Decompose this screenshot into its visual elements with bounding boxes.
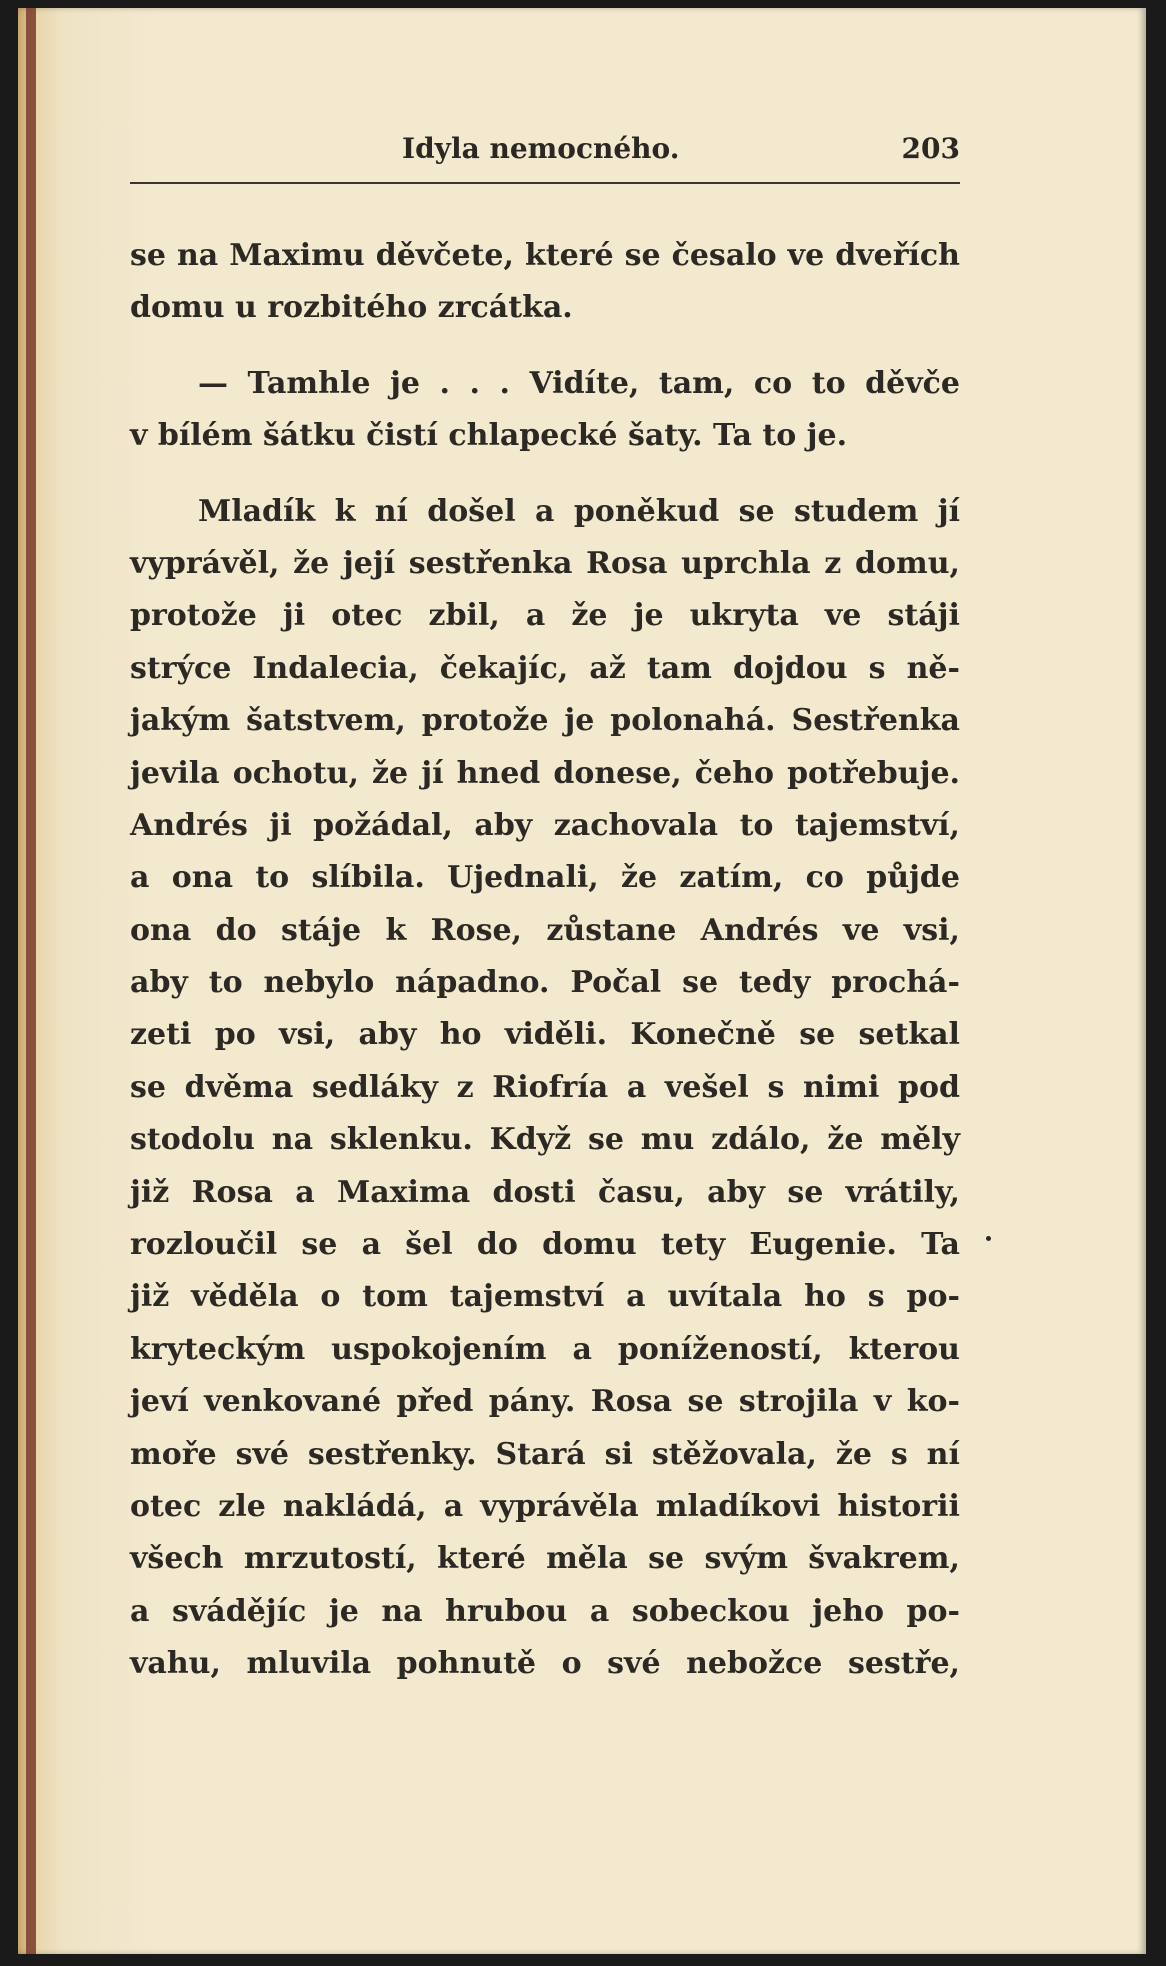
page-number: 203: [901, 132, 960, 165]
text-line: jakým šatstvem, protože je polonahá. Sestřenka: [130, 703, 960, 739]
page-edge-binding: [26, 8, 36, 1954]
text-line: ona do stáje k Rose, zůstane Andrés ve vsi,: [130, 912, 960, 948]
ink-speck: [986, 1236, 991, 1241]
text-line: — Tamhle je . . . Vidíte, tam, co to děvče: [198, 365, 960, 401]
text-line: stodolu na sklenku. Když se mu zdálo, že měly: [130, 1122, 960, 1158]
text-line: vahu, mluvila pohnutě o své nebožce sestře,: [130, 1646, 960, 1682]
text-line: strýce Indalecia, čekajíc, až tam dojdou s ně-: [130, 650, 960, 686]
text-line: moře své sestřenky. Stará si stěžovala, že s ní: [130, 1436, 960, 1472]
text-line: domu u rozbitého zrcátka.: [130, 290, 573, 326]
text-line: se na Maximu děvčete, které se česalo ve dveřích: [130, 238, 960, 273]
text-line: všech mrzutostí, které měla se svým švakrem,: [130, 1541, 960, 1577]
header-rule: [130, 182, 960, 184]
text-line: otec zle nakládá, a vyprávěla mladíkovi historii: [130, 1488, 960, 1524]
text-line: již Rosa a Maxima dosti času, aby se vrátily,: [130, 1174, 960, 1210]
text-line: již věděla o tom tajemství a uvítala ho s po-: [130, 1279, 960, 1315]
text-line: kryteckým uspokojením a ponížeností, kterou: [130, 1331, 960, 1367]
text-line: zeti po vsi, aby ho viděli. Konečně se setkal: [130, 1017, 960, 1053]
text-line: vyprávěl, že její sestřenka Rosa uprchla z domu,: [130, 545, 960, 581]
text-line: jeví venkované před pány. Rosa se strojila v ko-: [130, 1384, 960, 1420]
text-line: Andrés ji požádal, aby zachovala to tajemství,: [130, 807, 960, 843]
text-line: jevila ochotu, že jí hned donese, čeho potřebuje.: [130, 755, 960, 791]
text-line: a ona to slíbila. Ujednali, že zatím, co půjde: [130, 860, 960, 896]
text-line: protože ji otec zbil, a že je ukryta ve stáji: [130, 598, 960, 634]
running-header: [130, 132, 960, 182]
running-title: Idyla nemocného.: [402, 132, 680, 165]
text-line: Mladík k ní došel a poněkud se studem jí: [198, 493, 960, 529]
text-line: rozloučil se a šel do domu tety Eugenie. Ta: [130, 1227, 960, 1263]
text-line: se dvěma sedláky z Riofría a vešel s nimi pod: [130, 1069, 960, 1105]
text-line: a svádějíc je na hrubou a sobeckou jeho po-: [130, 1593, 960, 1629]
body-text: [130, 230, 960, 1691]
text-line: v bílém šátku čistí chlapecké šaty. Ta to je.: [130, 418, 848, 454]
text-line: aby to nebylo nápadno. Počal se tedy prochá-: [130, 965, 960, 1001]
